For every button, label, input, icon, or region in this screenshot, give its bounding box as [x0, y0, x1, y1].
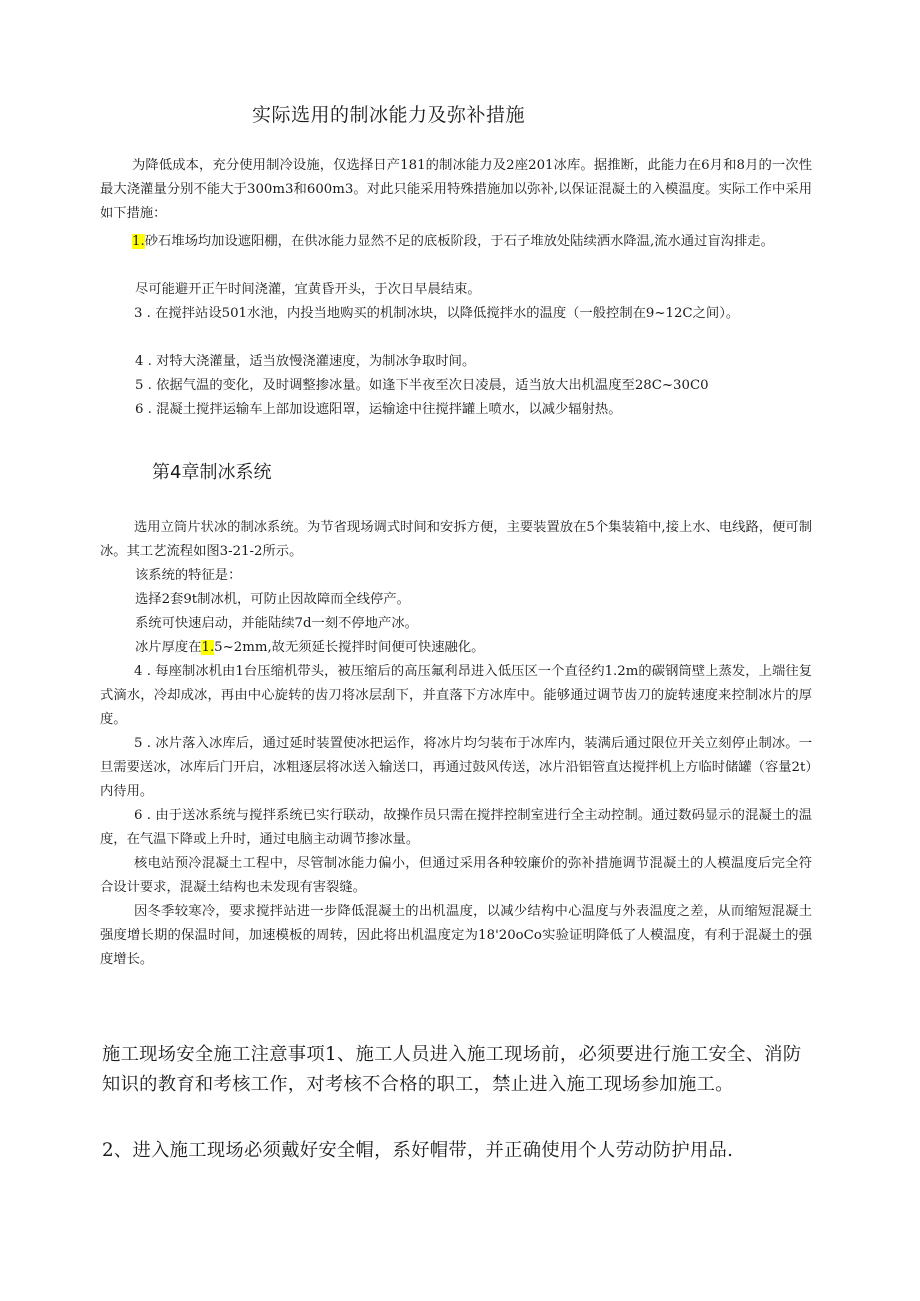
measure-item-1-text: 砂石堆场均加设遮阳棚，在供冰能力显然不足的底板阶段，于石子堆放处陆续洒水降温,流水通过盲沟排走。 — [144, 234, 774, 249]
feature-3-pre: 冰片厚度在 — [135, 640, 202, 655]
section-title: 实际选用的制冰能力及弥补措施 — [252, 104, 526, 126]
chapter-heading: 第4章制冰系统 — [152, 462, 272, 483]
nuclear-paragraph: 核电站预冷混凝土工程中，尽管制冰能力偏小，但通过采用各种较廉价的弥补措施调节混凝土的人模温度后完全符合设计要求，混凝土结构也未发现有害裂缝。 — [100, 856, 812, 895]
measure-item-3: 3 . 在搅拌站设501水池，内投当地购买的机制冰块，以降低搅拌水的温度（一般控制在9~12C之间）。 — [134, 306, 740, 321]
measure-item-4: 4 . 对特大浇灌量，适当放慢浇灌速度，为制冰争取时间。 — [135, 354, 476, 369]
measure-item-6: 6 . 混凝土搅拌运输车上部加设遮阳罩，运输途中往搅拌罐上喷水，以减少辐射热。 — [135, 402, 622, 417]
system-item-4: 4 . 每座制冰机由1台压缩机带头，被压缩后的高压氟利昂进入低压区一个直径约1.2m的碳钢筒壁上蒸发，上端往复式滴水，冷却成冰，再由中心旋转的齿刀将冰层刮下，并直落下方冰库中。能够通过调节齿刀的旋转速度来控制冰片的厚度。 — [100, 664, 812, 727]
measure-item-1 — [100, 230, 812, 254]
highlight-mark-2: 1. — [201, 640, 215, 655]
system-item-5: 5 . 冰片落入冰库后，通过延时装置使冰把运作，将冰片均匀装布于冰库内，装满后通过限位开关立刻停止制冰。一旦需要送冰，冰库后门开启，冰粗逐层将冰送入输送口，再通过鼓风传送，冰片沿铝管直达搅拌机上方临时储罐（容量2t）内待用。 — [100, 736, 812, 799]
feature-1: 选择2套9t制冰机，可防止因故障而全线停产。 — [135, 592, 410, 607]
feature-3 — [135, 636, 484, 660]
system-item-6: 6 . 由于送冰系统与搅拌系统已实行联动，故操作员只需在搅拌控制室进行全主动控制。通过数码显示的混凝土的温度，在气温下降或上升时，通过电脑主动调节掺冰量。 — [100, 808, 812, 847]
feature-2: 系统可快速启动，并能陆续7d一刻不停地产冰。 — [135, 616, 418, 631]
safety-paragraph-1: 施工现场安全施工注意事项1、施工人员进入施工现场前，必须要进行施工安全、消防知识的教育和考核工作，对考核不合格的职工，禁止进入施工现场参加施工。 — [102, 1044, 802, 1095]
system-intro: 选用立筒片状冰的制冰系统。为节省现场调式时间和安拆方便，主要装置放在5个集装箱中,接上水、电线路，便可制冰。其工艺流程如图3-21-2所示。 — [100, 520, 812, 559]
measure-item-2: 尽可能避开正午时间浇灌，宜黄昏开头，于次日早晨结束。 — [135, 282, 481, 297]
winter-paragraph: 因冬季较寒冷，要求搅拌站进一步降低混凝土的出机温度，以减少结构中心温度与外表温度之差，从而缩短混凝土强度增长期的保温时间，加速模板的周转，因此将出机温度定为18'20oCo实验证明降低了人模温度，有利于混凝土的强度增长。 — [100, 904, 812, 967]
measure-item-5: 5 . 依据气温的变化，及时调整掺冰量。如逢下半夜至次日凌晨，适当放大出机温度至28C~30C0 — [135, 378, 709, 393]
intro-paragraph: 为降低成本，充分使用制冷设施，仅选择日产181的制冰能力及2座201冰库。据推断，此能力在6月和8月的一次性最大浇灌量分别不能大于300m3和600m3。对此只能采用特殊措施加以弥补,以保证混凝土的入模温度。实际工作中采用如下措施： — [100, 158, 812, 221]
feature-3-post: 5~2mm,故无须延长搅拌时间便可快速融化。 — [214, 640, 485, 655]
safety-paragraph-2: 2、进入施工现场必须戴好安全帽，系好帽带，并正确使用个人劳动防护用品. — [102, 1140, 734, 1161]
features-label: 该系统的特征是： — [135, 568, 242, 583]
highlight-mark: 1. — [132, 234, 145, 249]
